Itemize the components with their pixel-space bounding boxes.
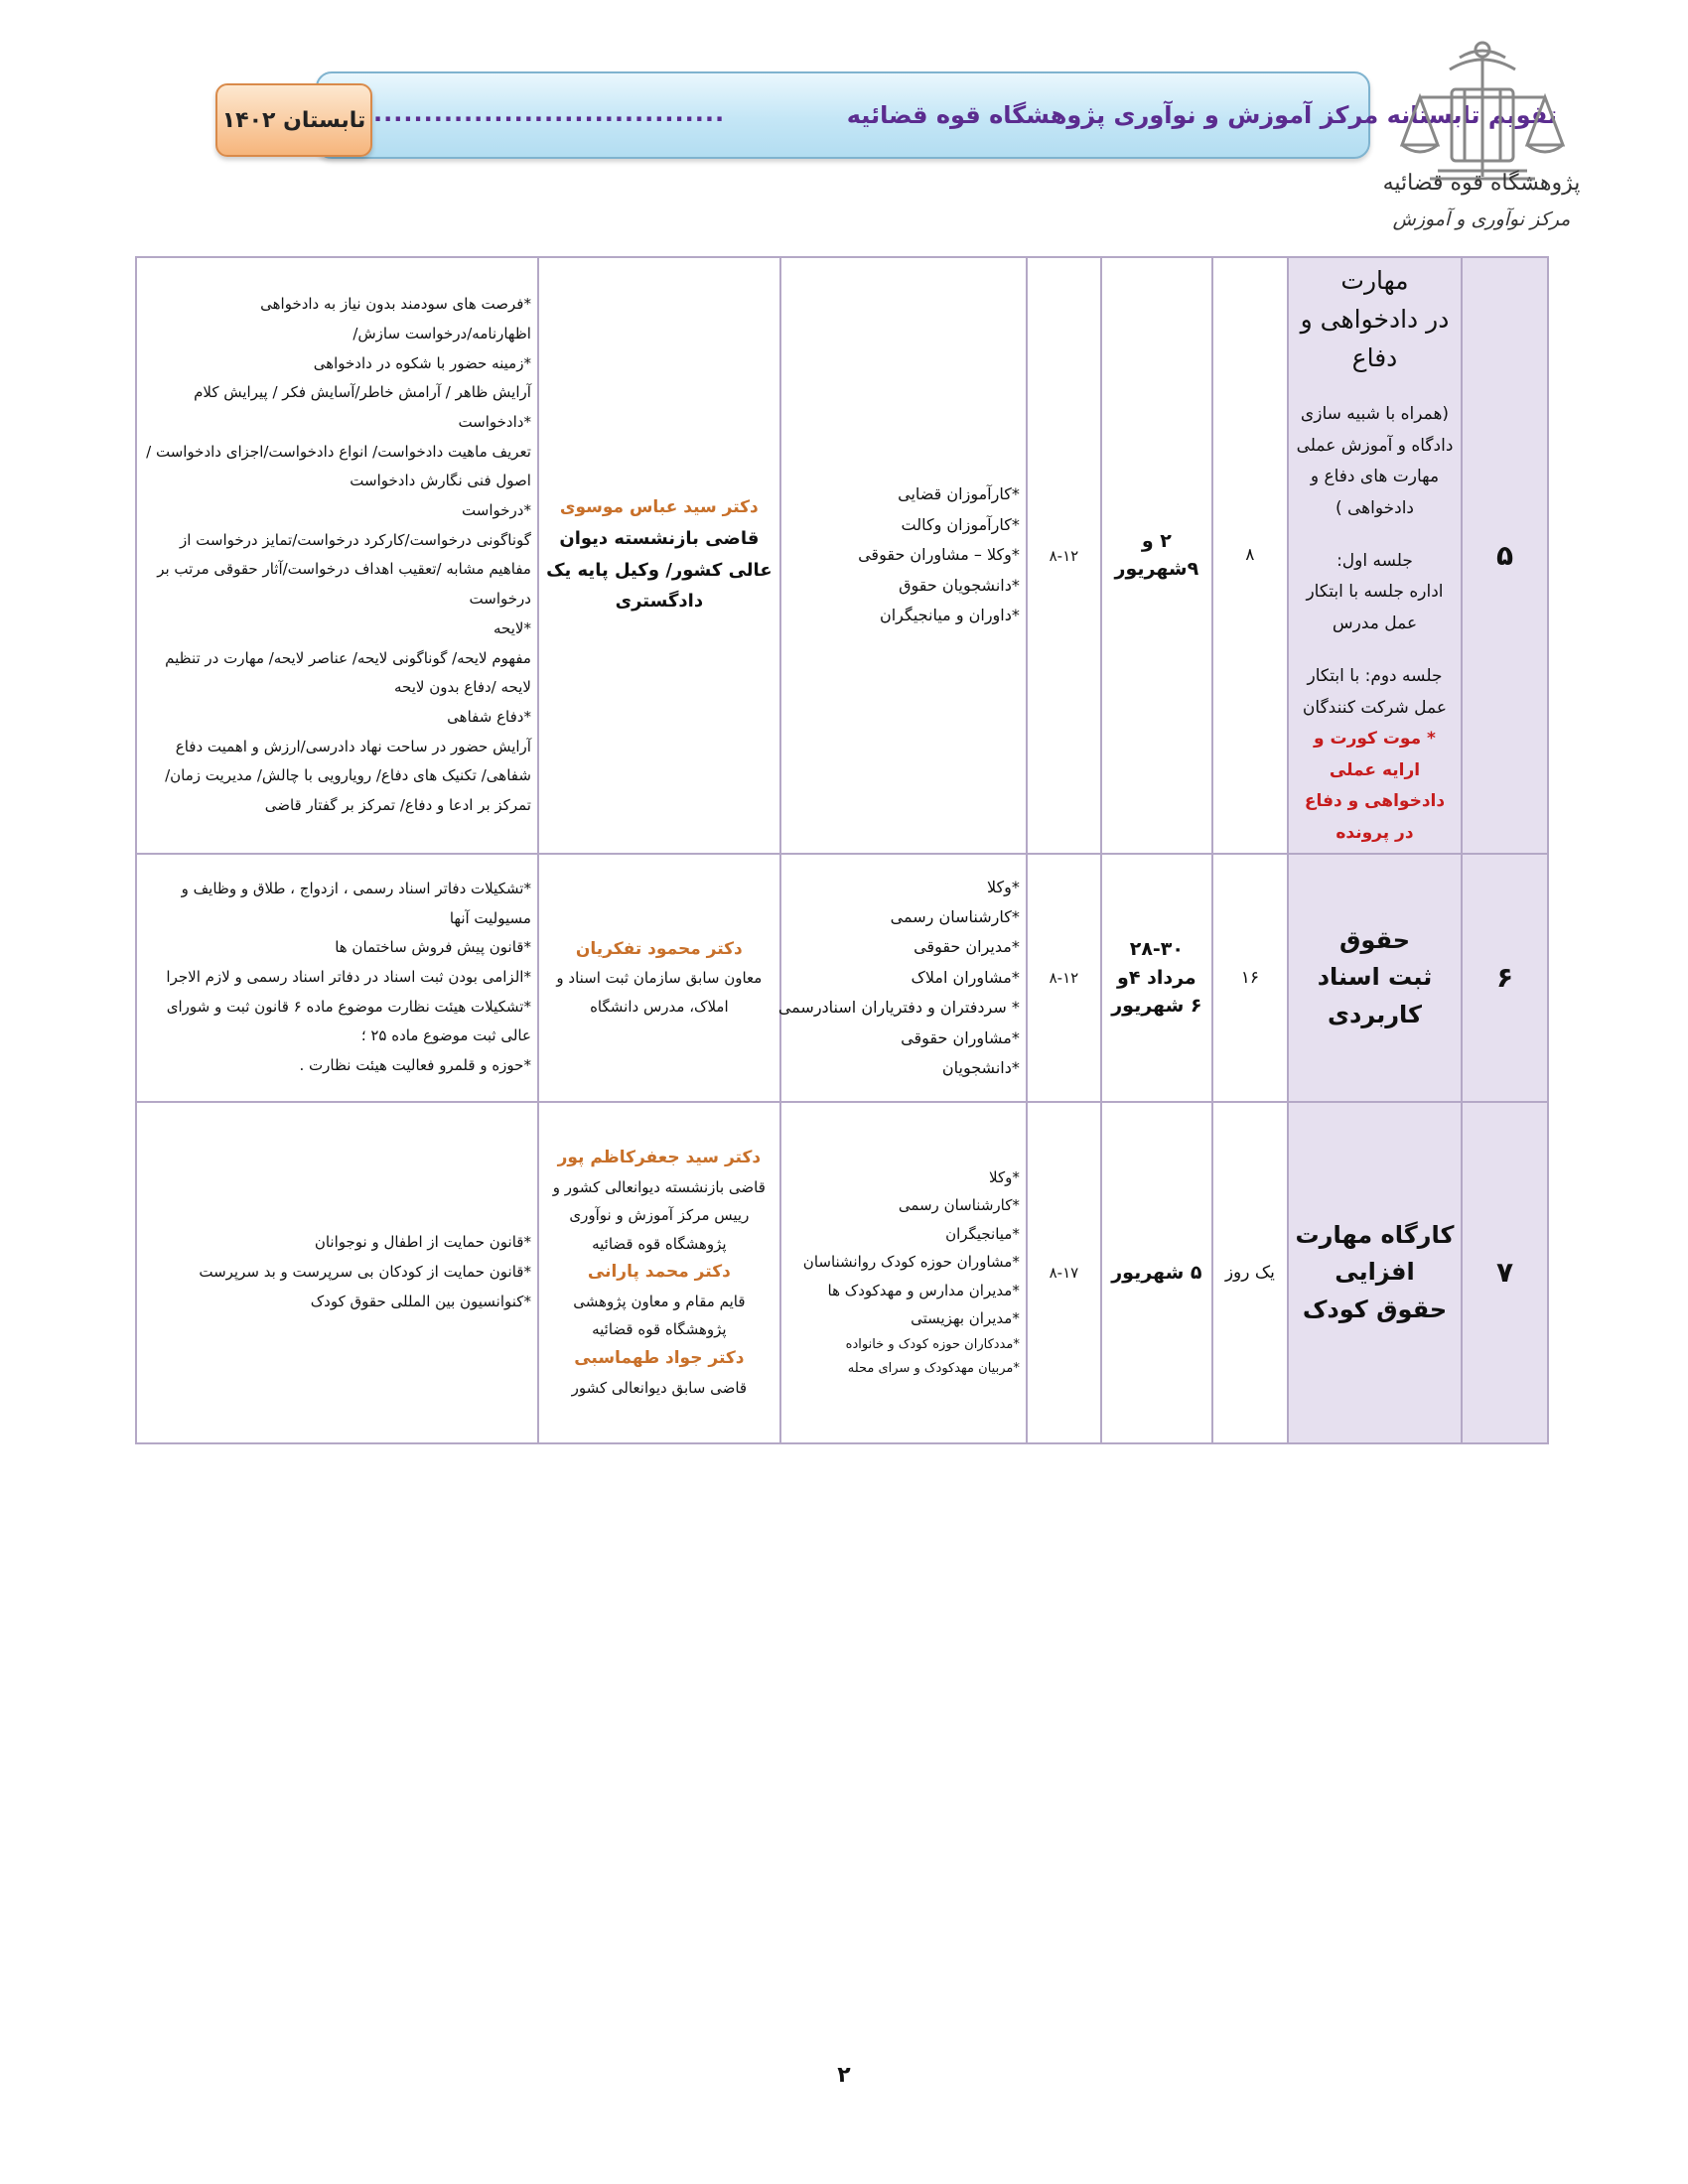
season-badge: تابستان ۱۴۰۲ [215,83,372,157]
topic-item: *درخواست [462,501,531,520]
audience-item: *وکلا [989,1167,1020,1186]
moot-court-highlight: * موت کورت و ارایه عملی دادخواهی و دفاع در پرونده [1304,729,1446,843]
topics-list [143,875,531,1081]
topic-item: *تشکیلات دفاتر اسناد رسمی ، ازدواج ، طلاق و وظایف و مسیولیت آنها [181,880,531,927]
session1-title: جلسه اول: [1336,551,1413,571]
course-title-cell [1288,854,1462,1102]
topic-item: تعریف ماهیت دادخواست/ انواع دادخواست/اجزای دادخواست / اصول فنی نگارش دادخواست [146,442,531,490]
schedule-table [135,256,1549,1444]
audience-item: *کارآموزان وکالت [901,514,1020,534]
teacher-description: قاضی بازنشسته دیوانعالی کشور و رییس مرکز آموزش و نوآوری پژوهشگاه قوه قضائیه [552,1177,766,1253]
time-cell [1027,854,1101,1102]
date-cell [1101,257,1212,854]
row-number: ۶ [1495,961,1514,995]
audience-item: *دانشجویان حقوق [899,575,1020,595]
audience-item: *مدیران بهزیستی [911,1309,1020,1328]
topic-item: *لایحه [492,618,531,637]
audience-item: *مدیران حقوقی [914,937,1020,957]
audience-item: * سردفتران و دفتریاران اسنادرسمی [777,998,1020,1018]
audience-item: *مشاوران حوزه کودک روانشناسان [802,1253,1020,1272]
course-note: (همراه با شبیه سازی دادگاه و آموزش عملی مهارت های دفاع و دادخواهی ) [1296,404,1454,518]
course-date: ۲۸-۳۰ مرداد ۴و ۶ شهریور [1111,938,1202,1018]
course-title-line1: کارگاه مهارت افزایی [1295,1221,1455,1287]
row-number: ۷ [1495,1256,1514,1290]
course-title-line2: ثبت اسناد کاربردی [1317,963,1433,1028]
topic-item: اظهارنامه/درخواست سازش/ [352,324,531,342]
teacher-name: دکتر محمود تفکریان [575,938,743,959]
row-number-cell [1462,854,1548,1102]
calendar-title: تقویم تابستانه مرکز آموزش و نوآوری پژوهشگاه قوه قضائیه [846,101,1557,129]
teacher-cell [538,1102,780,1443]
topic-item: *دادخواست [458,413,531,432]
topics-list [143,1228,531,1316]
topic-item: *حوزه و قلمرو فعالیت هیئت نظارت . [299,1056,531,1075]
topics-cell [136,1102,538,1443]
audience-list [787,479,1020,630]
topic-item: مفهوم لایحه/ گوناگونی لایحه/ عناصر لایحه/ مهارت در تنظیم لایحه /دفاع بدون لایحه [165,648,531,697]
course-time: ۸-۱۲ [1049,969,1079,988]
course-hours: ۱۶ [1240,967,1259,988]
topic-item: *زمینه حضور با شکوه در دادخواهی [313,353,531,372]
teacher-description: قایم مقام و معاون پژوهشی پژوهشگاه قوه قضائیه [573,1292,746,1339]
audience-item: *میانجیگران [945,1224,1020,1243]
course-title-line1: حقوق [1338,926,1411,955]
audience-item: *وکلا – مشاوران حقوقی [858,545,1020,565]
audience-item: *مربیان مهدکودک و سرای محله [847,1361,1020,1377]
topic-item: *قانون حمایت از اطفال و نوجوانان [314,1233,531,1252]
logo-text-line2: مرکز نوآوری و آموزش [1392,208,1571,230]
course-time: ۸-۱۲ [1049,546,1079,565]
audience-item: *کارآموزان قضایی [898,484,1020,504]
time-cell [1027,1102,1101,1443]
row-number-cell [1462,1102,1548,1443]
table-row [136,257,1548,854]
audience-item: *وکلا [986,877,1020,896]
teacher-name: دکتر محمد پارانی [587,1262,731,1283]
topic-item: گوناگونی درخواست/کارکرد درخواست/تمایز درخواست از مفاهیم مشابه /تعقیب اهداف درخواست/آثار حقوقی مرتب بر درخواست [157,530,531,609]
teacher-description: معاون سابق سازمان ثبت اسناد و املاک، مدرس دانشگاه [556,969,763,1016]
audience-item: *داوران و میانجیگران [879,606,1020,625]
audience-item: *مشاوران املاک [911,967,1020,987]
audience-item: *مدیران مدارس و مهدکودک ها [827,1281,1020,1299]
table-row [136,1102,1548,1443]
audience-cell [780,1102,1027,1443]
teacher-name: دکتر سید عباس موسوی [559,497,759,518]
course-time: ۸-۱۷ [1049,1264,1079,1283]
topic-item: *الزامی بودن ثبت اسناد در دفاتر اسناد رسمی و لازم الاجرا [166,968,531,987]
course-title-line1: مهارت [1340,266,1409,295]
audience-item: *کارشناسان رسمی [890,906,1020,926]
teacher-description: قاضی سابق دیوانعالی کشور [571,1378,748,1397]
course-title-line2: حقوق کودک [1302,1295,1448,1323]
title-dots: ................................... [373,99,726,127]
hours-cell [1212,1102,1288,1443]
audience-list [777,873,1020,1084]
course-hours: ۸ [1245,545,1255,566]
audience-list [787,1163,1020,1382]
logo-text-line1: پژوهشگاه قوه قضائیه [1382,171,1581,196]
course-hours: یک روز [1224,1262,1275,1283]
topics-cell [136,854,538,1102]
row-number-cell [1462,257,1548,854]
topic-item: آرایش حضور در ساحت نهاد دادرسی/ارزش و اهمیت دفاع شفاهی/ تکنیک های دفاع/ رویارویی با چالش/ مدیریت زمان/ تمرکز بر ادعا و دفاع/ تمرکز بر گفتار قاضی [165,737,531,814]
course-title-cell [1288,257,1462,854]
topic-item: *فرصت های سودمند بدون نیاز به دادخواهی [260,295,531,314]
date-cell [1101,1102,1212,1443]
audience-cell [780,257,1027,854]
course-date: ۲ و ۹شهریور [1114,529,1199,581]
teacher-cell [538,257,780,854]
topic-item: *کنوانسیون بین المللی حقوق کودک [310,1292,531,1310]
session1-text: اداره جلسه با ابتکار عمل مدرس [1306,582,1444,633]
hours-cell [1212,257,1288,854]
teacher-name: دکتر سید جعفرکاظم پور [557,1147,762,1167]
teacher-name: دکتر جواد طهماسبی [574,1347,745,1368]
hours-cell [1212,854,1288,1102]
course-title-cell [1288,1102,1462,1443]
topic-item: *قانون حمایت از کودکان بی سرپرست و بد سرپرست [199,1263,531,1282]
topic-item: *تشکیلات هیئت نظارت موضوع ماده ۶ قانون ثبت و شورای عالی ثبت موضوع ماده ۲۵ ؛ [166,997,531,1045]
audience-item: *مددکاران حوزه کودک و خانواده [845,1336,1020,1352]
teacher-description: قاضی بازنشسته دیوان عالی کشور/ وکیل پایه یک دادگستری [546,528,773,613]
time-cell [1027,257,1101,854]
topic-item: *قانون پیش فروش ساختمان ها [335,938,531,957]
audience-item: *مشاوران حقوقی [901,1027,1020,1047]
date-cell [1101,854,1212,1102]
audience-cell [777,854,1027,1102]
topic-item: *دفاع شفاهی [447,707,531,726]
topics-list [143,290,531,820]
course-date: ۵ شهریور [1111,1261,1202,1284]
table-row [136,854,1548,1102]
page-number: ۲ [837,2063,851,2088]
topic-item: آرایش ظاهر / آرامش خاطر/آسایش فکر / پیرایش کلام [194,383,531,402]
course-title-line2: در دادخواهی و دفاع [1300,304,1450,372]
row-number: ۵ [1495,538,1514,572]
session2-text: جلسه دوم: با ابتکار عمل شرکت کنندگان [1302,666,1448,718]
topics-cell [136,257,538,854]
audience-item: *کارشناسان رسمی [898,1196,1020,1215]
audience-item: *دانشجویان [941,1057,1020,1077]
teacher-cell [538,854,780,1102]
